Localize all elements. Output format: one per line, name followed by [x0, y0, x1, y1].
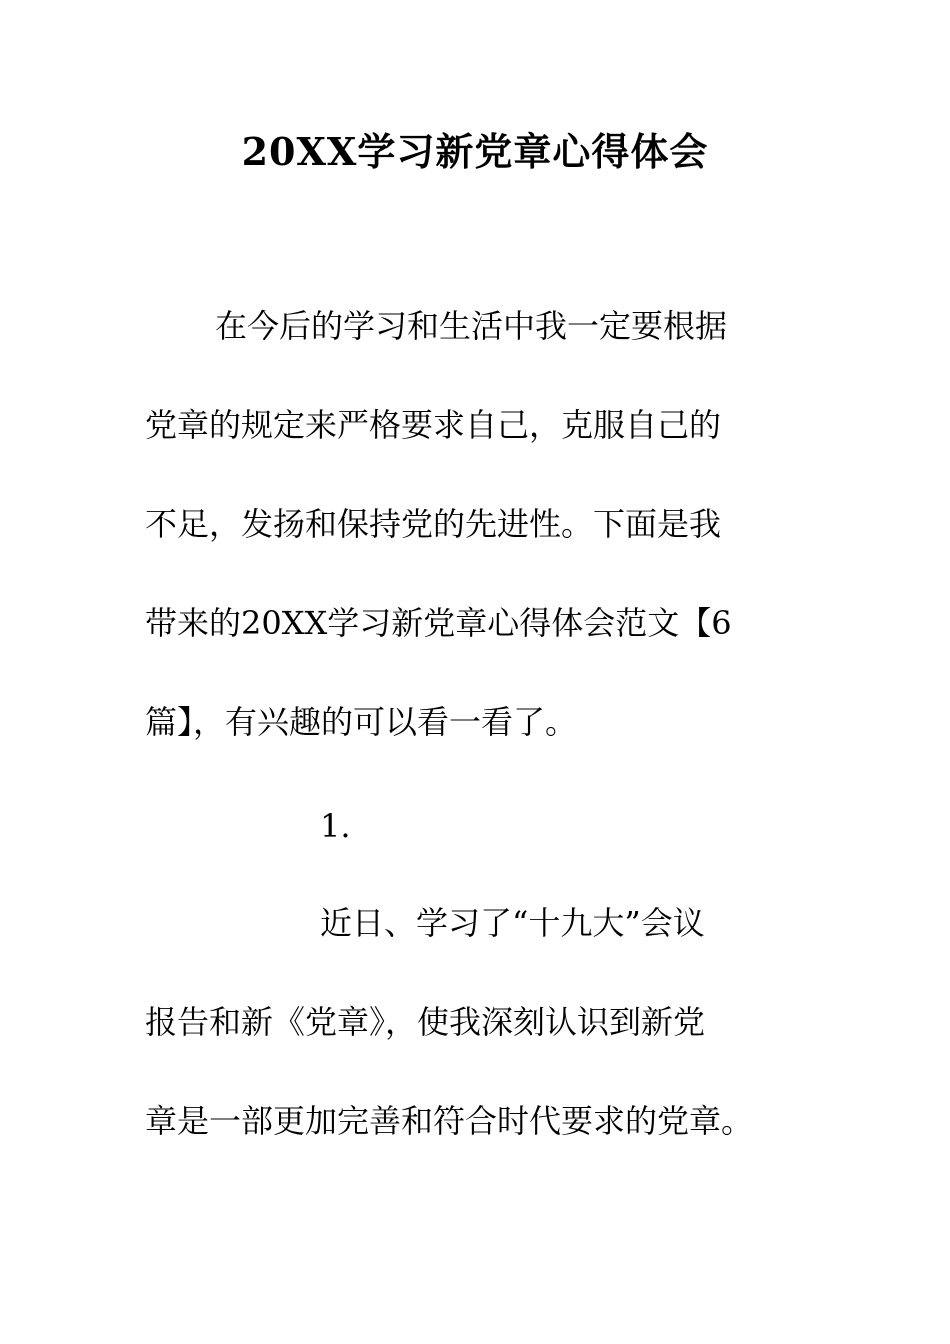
intro-line-1: 在今后的学习和生活中我一定要根据: [215, 307, 728, 345]
section-line-1: 近日、学习了“十九大”会议: [320, 904, 705, 942]
intro-line-5: 篇】，有兴趣的可以看一看了。: [145, 703, 578, 741]
section-number: 1.: [320, 807, 351, 845]
section-line-2: 报告和新《党章》，使我深刻认识到新党: [145, 1003, 706, 1041]
intro-line-2: 党章的规定来严格要求自己，克服自己的: [145, 406, 722, 444]
intro-line-3: 不足，发扬和保持党的先进性。下面是我: [145, 505, 722, 543]
intro-line-4: 带来的20XX学习新党章心得体会范文【6: [145, 604, 732, 642]
document-title: 20XX学习新党章心得体会: [241, 129, 709, 174]
section-line-3: 章是一部更加完善和符合时代要求的党章。: [145, 1102, 754, 1140]
